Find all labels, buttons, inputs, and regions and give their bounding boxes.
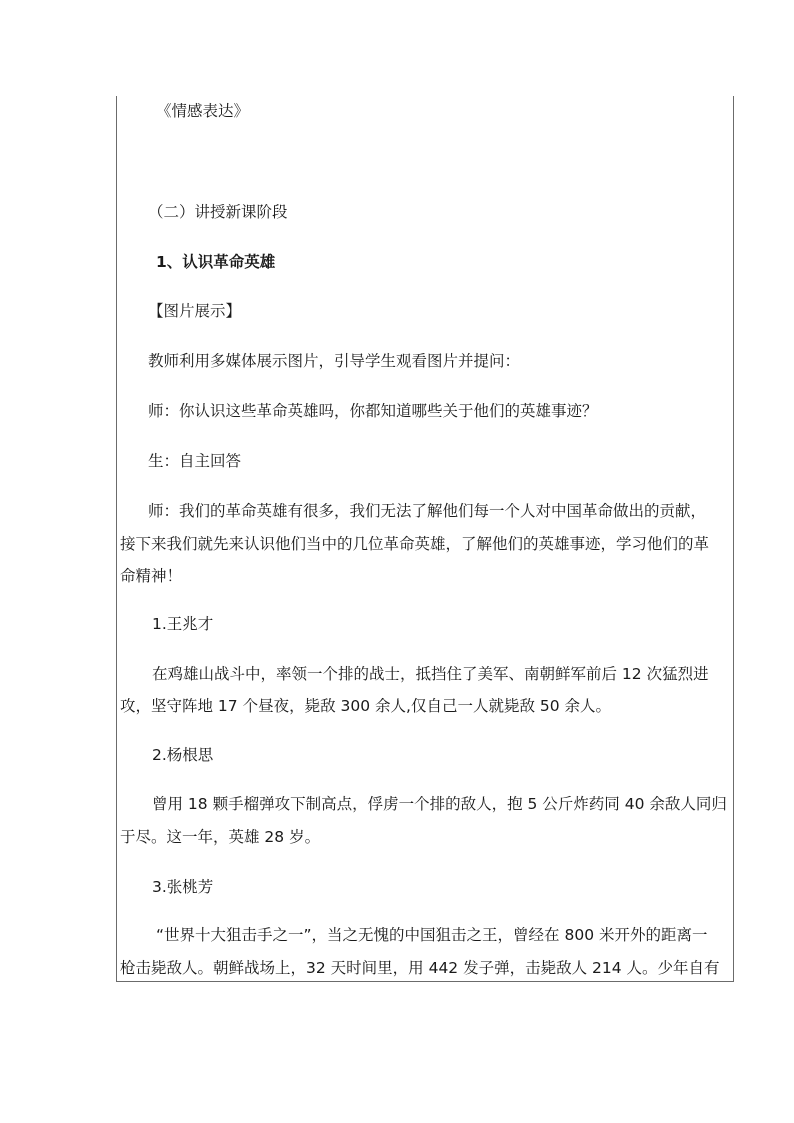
section-one-heading: 1、认识革命英雄 — [156, 253, 276, 271]
student-answer-line: 生：自主回答 — [148, 452, 242, 470]
stage-two-heading: （二）讲授新课阶段 — [148, 203, 288, 221]
teacher-paragraph-line-2: 接下来我们就先来认识他们当中的几位革命英雄，了解他们的英雄事迹，学习他们的革 — [120, 535, 710, 553]
hero-3-line-2: 枪击毙敌人。朝鲜战场上，32 天时间里，用 442 发子弹，击毙敌人 214 人。少年自有 — [120, 959, 720, 977]
hero-2-line-1: 曾用 18 颗手榴弹攻下制高点，俘虏一个排的敌人，抱 5 公斤炸药同 40 余敌人同归 — [152, 795, 727, 813]
teacher-paragraph-line-1: 师：我们的革命英雄有很多，我们无法了解他们每一个人对中国革命做出的贡献， — [148, 502, 707, 520]
teacher-paragraph-line-3: 命精神！ — [120, 567, 183, 585]
hero-1-line-1: 在鸡雄山战斗中，率领一个排的战士，抵挡住了美军、南朝鲜军前后 12 次猛烈进 — [152, 665, 709, 683]
hero-1-line-2: 攻，坚守阵地 17 个昼夜，毙敌 300 余人,仅自己一人就毙敌 50 余人。 — [120, 697, 612, 715]
hero-3-line-1: “世界十大狙击手之一”，当之无愧的中国狙击之王，曾经在 800 米开外的距离一 — [156, 926, 708, 944]
teacher-intro-line: 教师利用多媒体展示图片，引导学生观看图片并提问： — [148, 352, 521, 370]
hero-2-title: 2.杨根思 — [152, 746, 214, 764]
teacher-question-line: 师：你认识这些革命英雄吗，你都知道哪些关于他们的英雄事迹？ — [148, 402, 598, 420]
hero-1-title: 1.王兆才 — [152, 615, 214, 633]
emotion-heading: 《情感表达》 — [156, 102, 250, 120]
hero-3-title: 3.张桃芳 — [152, 878, 214, 896]
hero-2-line-2: 于尽。这一年，英雄 28 岁。 — [120, 828, 321, 846]
picture-show-label: 【图片展示】 — [148, 302, 242, 320]
